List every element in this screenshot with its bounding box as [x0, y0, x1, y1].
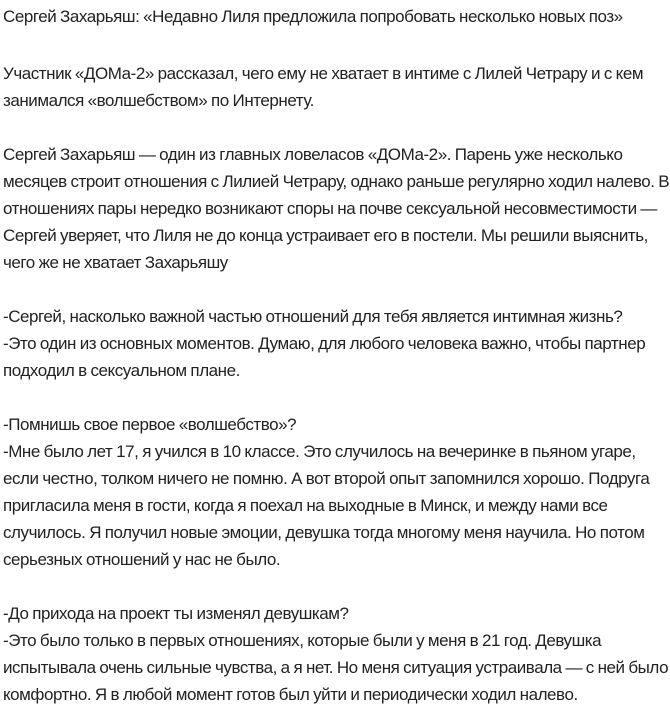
- article-lead: Участник «ДОМа-2» рассказал, чего ему не хватает в интиме с Лилей Четрару и с кем занимался «волшебством» по Интернету.: [3, 64, 644, 110]
- interview-question: -Сергей, насколько важной частью отношений для тебя является интимная жизнь?: [3, 307, 623, 326]
- interview-answer: -Мне было лет 17, я учился в 10 классе. Это случилось на вечеринке в пьяном угаре, если честно, толком ничего не помню. А вот второй опыт запомнился хорошо. Подруга пригласила меня в гости, когда я поехал на выходные в Минск, и между нами все случилось. Я получил новые эмоции, девушка тогда многому меня научила. Но потом серьезных отношений у нас не было.: [3, 442, 650, 569]
- interview-answer: -Это один из основных моментов. Думаю, для любого человека важно, чтобы партнер подходил в сексуальном плане.: [3, 334, 646, 380]
- interview-question: -До прихода на проект ты изменял девушкам?: [3, 604, 349, 623]
- article-title: Сергей Захарьяш: «Недавно Лиля предложила попробовать несколько новых поз»: [3, 7, 623, 26]
- article-intro: Сергей Захарьяш — один из главных ловеласов «ДОМа-2». Парень уже несколько месяцев строит отношения с Лилией Четрару, однако раньше регулярно ходил налево. В отношениях пары нередко возникают споры на почве сексуальной несовместимости — Сергей уверяет, что Лиля не до конца устраивает его в постели. Мы решили выяснить, чего же не хватает Захарьяшу: [3, 145, 670, 272]
- interview-answer: -Это было только в первых отношениях, которые были у меня в 21 год. Девушка испытывала очень сильные чувства, а я нет. Но меня ситуация устраивала — с ней было комфортно. Я в любой момент готов был уйти и периодически ходил налево.: [3, 631, 669, 704]
- interview-block: [3, 411, 670, 573]
- interview-question: -Помнишь свое первое «волшебство»?: [3, 415, 297, 434]
- interview-block: [3, 600, 670, 708]
- interview-block: [3, 303, 670, 384]
